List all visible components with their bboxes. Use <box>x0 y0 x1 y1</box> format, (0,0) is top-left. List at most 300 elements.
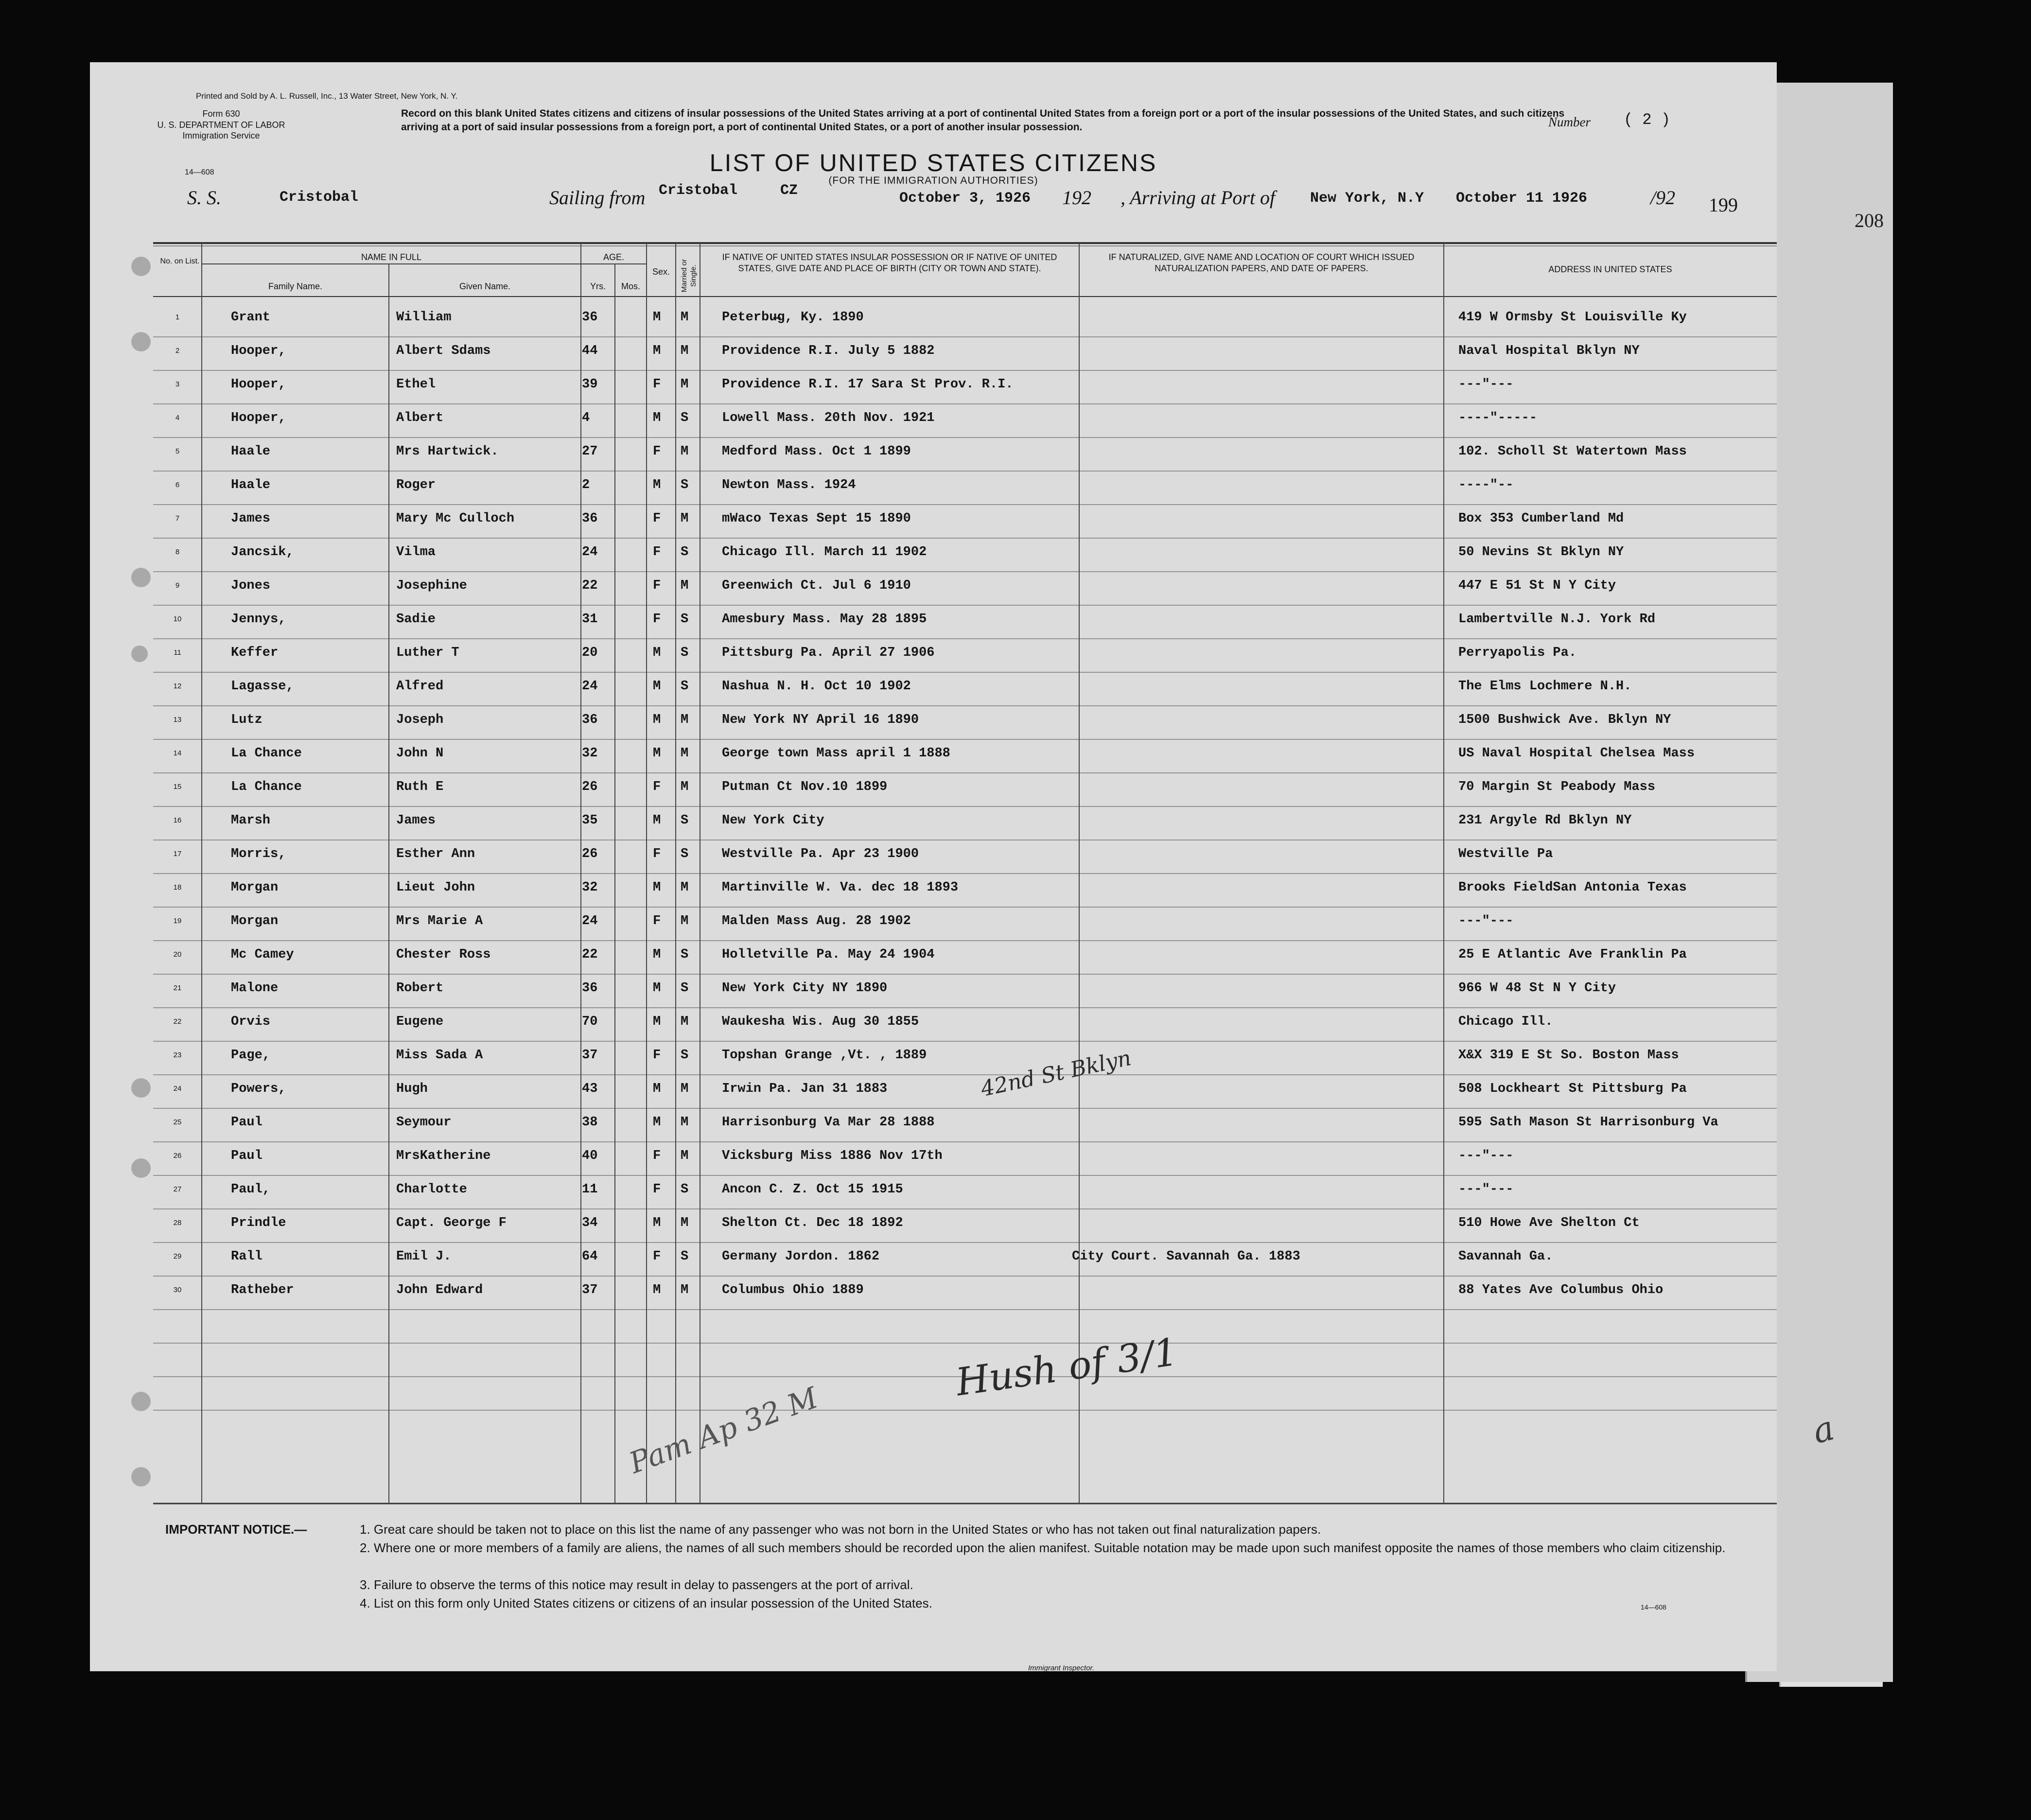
cell-given: Ethel <box>396 377 436 392</box>
cell-birth: Peterbu̶g, Ky. 1890 <box>722 310 864 325</box>
number-label: Number <box>1548 115 1591 129</box>
table-row <box>90 438 1777 471</box>
cell-address: 25 E Atlantic Ave Franklin Pa <box>1458 947 1687 962</box>
row-number: 7 <box>175 514 180 523</box>
cell-sex: M <box>653 411 661 425</box>
cell-family: Hooper, <box>231 411 286 425</box>
table-row <box>90 706 1777 739</box>
table-row <box>90 1075 1777 1108</box>
cell-age: 38 <box>582 1115 598 1130</box>
cell-birth: Germany Jordon. 1862 <box>722 1249 880 1264</box>
cell-given: John Edward <box>396 1283 483 1297</box>
cell-sex: F <box>653 511 661 526</box>
row-number: 2 <box>175 347 180 355</box>
cell-family: Jones <box>231 578 271 593</box>
cell-address: 510 Howe Ave Shelton Ct <box>1458 1216 1640 1230</box>
punch-hole <box>131 568 151 587</box>
row-number: 17 <box>173 850 182 858</box>
cell-age: 36 <box>582 310 598 325</box>
table-row <box>90 1175 1777 1209</box>
table-row <box>90 1008 1777 1041</box>
cell-sex: M <box>653 880 661 895</box>
cell-age: 44 <box>582 344 598 358</box>
cell-address: 70 Margin St Peabody Mass <box>1458 780 1656 794</box>
cell-sex: F <box>653 612 661 627</box>
cell-age: 43 <box>582 1082 598 1096</box>
cell-address: 595 Sath Mason St Harrisonburg Va <box>1458 1115 1718 1130</box>
sailing-port: Cristobal <box>659 182 738 199</box>
table-row <box>90 505 1777 538</box>
punch-hole <box>131 1158 151 1178</box>
cell-address: 966 W 48 St N Y City <box>1458 981 1616 996</box>
cell-address: Brooks FieldSan Antonia Texas <box>1458 880 1687 895</box>
cell-given: Seymour <box>396 1115 452 1130</box>
cell-family: Mc Camey <box>231 947 294 962</box>
cell-birth: Waukesha Wis. Aug 30 1855 <box>722 1015 919 1029</box>
row-number: 10 <box>173 615 182 623</box>
cell-birth: Lowell Mass. 20th Nov. 1921 <box>722 411 935 425</box>
ss-label: S. S. <box>187 187 221 209</box>
cell-age: 20 <box>582 646 598 660</box>
punch-hole <box>131 1078 151 1098</box>
cell-birth: Chicago Ill. March 11 1902 <box>722 545 927 560</box>
row-number: 15 <box>173 783 182 791</box>
cell-given: Alfred <box>396 679 444 694</box>
table-row <box>90 572 1777 605</box>
cell-family: Hooper, <box>231 344 286 358</box>
cell-sex: M <box>653 1216 661 1230</box>
cell-address: 447 E 51 St N Y City <box>1458 578 1616 593</box>
table-row <box>90 907 1777 941</box>
cell-address: ----"-- <box>1458 478 1514 492</box>
cell-address: ---"--- <box>1458 1182 1514 1197</box>
cell-given: William <box>396 310 452 325</box>
cell-address: ---"--- <box>1458 1149 1514 1163</box>
notice-label: IMPORTANT NOTICE.— <box>165 1522 307 1537</box>
cell-sex: M <box>653 310 661 325</box>
cell-sex: M <box>653 344 661 358</box>
cell-given: Charlotte <box>396 1182 467 1197</box>
cell-sex: F <box>653 914 661 928</box>
cell-ms: M <box>681 578 689 593</box>
cell-birth: Irwin Pa. Jan 31 1883 <box>722 1082 888 1096</box>
side-page-number: 208 <box>1855 210 1884 231</box>
cell-ms: S <box>681 478 689 492</box>
cell-sex: F <box>653 1048 661 1063</box>
cell-given: Mrs Marie A <box>396 914 483 928</box>
cell-family: Haale <box>231 478 271 492</box>
header-no-on-list: No. on List. <box>160 257 200 265</box>
cell-family: Haale <box>231 444 271 459</box>
cell-given: James <box>396 813 436 828</box>
cell-address: 1500 Bushwick Ave. Bklyn NY <box>1458 713 1671 727</box>
table-row <box>90 840 1777 874</box>
cell-ms: S <box>681 612 689 627</box>
table-row <box>90 1142 1777 1175</box>
ship-name: Cristobal <box>280 189 359 206</box>
cell-ms: M <box>681 1082 689 1096</box>
cell-given: Luther T <box>396 646 459 660</box>
cell-family: La Chance <box>231 780 302 794</box>
header-age: AGE. <box>603 252 624 262</box>
cell-address: 231 Argyle Rd Bklyn NY <box>1458 813 1632 828</box>
header-sex: Sex. <box>652 267 670 277</box>
cell-address: 50 Nevins St Bklyn NY <box>1458 545 1624 560</box>
punch-hole <box>131 257 151 276</box>
cell-family: Lagasse, <box>231 679 294 694</box>
cell-given: Vilma <box>396 545 436 560</box>
row-number: 20 <box>173 950 182 959</box>
row-number: 25 <box>173 1118 182 1126</box>
table-row <box>90 773 1777 806</box>
punch-hole <box>131 332 151 351</box>
row-number: 21 <box>173 984 182 992</box>
cell-family: Keffer <box>231 646 279 660</box>
cell-given: Joseph <box>396 713 444 727</box>
cell-family: Rall <box>231 1249 263 1264</box>
cell-birth: Providence R.I. July 5 1882 <box>722 344 935 358</box>
cell-family: James <box>231 511 271 526</box>
cell-family: Page, <box>231 1048 271 1063</box>
cell-ms: M <box>681 1216 689 1230</box>
cell-address: Lambertville N.J. York Rd <box>1458 612 1656 627</box>
cell-family: La Chance <box>231 746 302 761</box>
row-number: 12 <box>173 682 182 690</box>
row-number: 24 <box>173 1085 182 1093</box>
header-name-in-full: NAME IN FULL <box>361 252 422 262</box>
cell-address: 508 Lockheart St Pittsburg Pa <box>1458 1082 1687 1096</box>
table-row <box>90 337 1777 370</box>
cell-age: 36 <box>582 511 598 526</box>
cell-sex: F <box>653 444 661 459</box>
form-code-bottom: 14—608 <box>1641 1603 1666 1611</box>
cell-sex: M <box>653 478 661 492</box>
row-number: 13 <box>173 716 182 724</box>
punch-hole <box>131 1392 151 1411</box>
notice-item-4: 4. List on this form only United States citizens or citizens of an insular possession of the United States. <box>360 1596 932 1610</box>
form-number: Form 630 <box>202 109 240 119</box>
cell-ms: M <box>681 1149 689 1163</box>
table-row <box>90 1041 1777 1075</box>
arrival-port: New York, N.Y <box>1310 190 1424 207</box>
table-row <box>90 1209 1777 1242</box>
cell-birth: Topshan Grange ,Vt. , 1889 <box>722 1048 927 1063</box>
cell-family: Prindle <box>231 1216 286 1230</box>
cell-age: 26 <box>582 780 598 794</box>
punch-hole <box>131 1467 151 1487</box>
table-row <box>90 303 1777 337</box>
cell-family: Jancsik, <box>231 545 294 560</box>
cell-birth: Columbus Ohio 1889 <box>722 1283 864 1297</box>
cell-given: Josephine <box>396 578 467 593</box>
cell-sex: M <box>653 1283 661 1297</box>
cell-age: 36 <box>582 713 598 727</box>
header-married-single: Married or Single. <box>680 259 698 293</box>
cell-ms: M <box>681 1115 689 1130</box>
cell-age: 36 <box>582 981 598 996</box>
page-subtitle: (FOR THE IMMIGRATION AUTHORITIES) <box>828 175 1038 186</box>
row-number: 16 <box>173 816 182 824</box>
cell-family: Jennys, <box>231 612 286 627</box>
cell-sex: F <box>653 545 661 560</box>
cell-address: 419 W Ormsby St Louisville Ky <box>1458 310 1687 325</box>
cell-ms: M <box>681 344 689 358</box>
cell-given: Ruth E <box>396 780 444 794</box>
row-number: 30 <box>173 1286 182 1294</box>
header-mos: Mos. <box>621 281 640 291</box>
cell-ms: M <box>681 1283 689 1297</box>
cell-age: 11 <box>582 1182 598 1197</box>
sailing-country: CZ <box>780 182 798 199</box>
cell-birth: Providence R.I. 17 Sara St Prov. R.I. <box>722 377 1014 392</box>
cell-sex: M <box>653 713 661 727</box>
year-prefix-2: /92 <box>1650 187 1676 209</box>
cell-sex: F <box>653 377 661 392</box>
cell-birth: Westville Pa. Apr 23 1900 <box>722 847 919 861</box>
cell-birth: Amesbury Mass. May 28 1895 <box>722 612 927 627</box>
cell-sex: F <box>653 1149 661 1163</box>
cell-birth: Holletville Pa. May 24 1904 <box>722 947 935 962</box>
cell-address: X&X 319 E St So. Boston Mass <box>1458 1048 1679 1063</box>
table-row <box>90 806 1777 840</box>
row-number: 28 <box>173 1219 182 1227</box>
cell-birth: Greenwich Ct. Jul 6 1910 <box>722 578 911 593</box>
cell-age: 70 <box>582 1015 598 1029</box>
cell-birth: Shelton Ct. Dec 18 1892 <box>722 1216 903 1230</box>
cell-address: ---"--- <box>1458 914 1514 928</box>
cell-ms: S <box>681 947 689 962</box>
cell-family: Orvis <box>231 1015 271 1029</box>
table-row <box>90 639 1777 672</box>
row-number: 22 <box>173 1017 182 1026</box>
cell-birth: mWaco Texas Sept 15 1890 <box>722 511 911 526</box>
table-row <box>90 672 1777 706</box>
header-yrs: Yrs. <box>590 281 606 291</box>
header-family-name: Family Name. <box>268 281 322 291</box>
cell-ms: M <box>681 713 689 727</box>
cell-birth: Newton Mass. 1924 <box>722 478 856 492</box>
cell-birth: Medford Mass. Oct 1 1899 <box>722 444 911 459</box>
cell-address: Perryapolis Pa. <box>1458 646 1577 660</box>
side-handwritten-note: a <box>1808 1407 1838 1452</box>
signature-label: Immigrant Inspector. <box>1028 1664 1095 1671</box>
printer-imprint: Printed and Sold by A. L. Russell, Inc., 13 Water Street, New York, N. Y. <box>196 91 458 101</box>
cell-sex: F <box>653 1182 661 1197</box>
row-number: 8 <box>175 548 180 556</box>
row-number: 4 <box>175 414 180 422</box>
cell-age: 31 <box>582 612 598 627</box>
cell-age: 37 <box>582 1283 598 1297</box>
cell-birth: Nashua N. H. Oct 10 1902 <box>722 679 911 694</box>
cell-birth: New York NY April 16 1890 <box>722 713 919 727</box>
cell-address: Box 353 Cumberland Md <box>1458 511 1624 526</box>
cell-family: Ratheber <box>231 1283 294 1297</box>
table-row <box>90 605 1777 639</box>
cell-address: Westville Pa <box>1458 847 1553 861</box>
cell-birth: New York City NY 1890 <box>722 981 888 996</box>
header-birth: IF NATIVE OF UNITED STATES INSULAR POSSESSION OR IF NATIVE OF UNITED STATES, GIVE DATE AND PLACE OF BIRTH (CITY OR TOWN AND STATE). <box>722 252 1057 274</box>
cell-age: 24 <box>582 914 598 928</box>
cell-age: 37 <box>582 1048 598 1063</box>
cell-sex: M <box>653 746 661 761</box>
cell-nat: City Court. Savannah Ga. 1883 <box>1072 1249 1300 1264</box>
row-number: 11 <box>174 648 181 657</box>
cell-ms: S <box>681 981 689 996</box>
cell-age: 35 <box>582 813 598 828</box>
cell-ms: M <box>681 914 689 928</box>
cell-birth: New York City <box>722 813 824 828</box>
cell-given: Hugh <box>396 1082 428 1096</box>
cell-age: 22 <box>582 947 598 962</box>
cell-given: Sadie <box>396 612 436 627</box>
cell-age: 32 <box>582 746 598 761</box>
handwritten-address-correction: 42nd St Bklyn <box>979 1045 1134 1102</box>
table-row <box>90 1242 1777 1276</box>
cell-age: 22 <box>582 578 598 593</box>
cell-sex: F <box>653 847 661 861</box>
cell-ms: M <box>681 780 689 794</box>
cell-sex: M <box>653 1115 661 1130</box>
cell-given: Albert <box>396 411 444 425</box>
year-prefix-1: 192 <box>1062 187 1091 209</box>
cell-birth: Pittsburg Pa. April 27 1906 <box>722 646 935 660</box>
row-number: 18 <box>173 883 182 892</box>
table-row <box>90 1276 1777 1310</box>
cell-family: Grant <box>231 310 271 325</box>
table-row <box>90 941 1777 974</box>
cell-given: Eugene <box>396 1015 444 1029</box>
cell-family: Paul, <box>231 1182 271 1197</box>
cell-given: Roger <box>396 478 436 492</box>
cell-family: Hooper, <box>231 377 286 392</box>
cell-ms: M <box>681 377 689 392</box>
cell-ms: M <box>681 444 689 459</box>
cell-sex: M <box>653 1082 661 1096</box>
row-number: 5 <box>175 447 180 455</box>
cell-age: 39 <box>582 377 598 392</box>
cell-family: Morgan <box>231 880 279 895</box>
cell-given: Esther Ann <box>396 847 475 861</box>
cell-age: 26 <box>582 847 598 861</box>
cell-address: Naval Hospital Bklyn NY <box>1458 344 1640 358</box>
cell-address: US Naval Hospital Chelsea Mass <box>1458 746 1695 761</box>
notice-item-3: 3. Failure to observe the terms of this notice may result in delay to passengers at the port of arrival. <box>360 1577 913 1592</box>
sailing-label: Sailing from <box>549 187 646 209</box>
cell-given: Chester Ross <box>396 947 491 962</box>
cell-age: 2 <box>582 478 590 492</box>
cell-address: Chicago Ill. <box>1458 1015 1553 1029</box>
cell-given: Mary Mc Culloch <box>396 511 515 526</box>
cell-sex: M <box>653 646 661 660</box>
cell-sex: M <box>653 813 661 828</box>
row-number: 9 <box>175 581 180 590</box>
cell-age: 24 <box>582 545 598 560</box>
cell-ms: S <box>681 679 689 694</box>
cell-age: 4 <box>582 411 590 425</box>
row-number: 19 <box>173 917 182 925</box>
cell-sex: F <box>653 780 661 794</box>
cell-ms: M <box>681 310 689 325</box>
table-row <box>90 874 1777 907</box>
row-number: 6 <box>175 481 180 489</box>
cell-address: 102. Scholl St Watertown Mass <box>1458 444 1687 459</box>
cell-given: John N <box>396 746 444 761</box>
cell-age: 24 <box>582 679 598 694</box>
cell-ms: S <box>681 545 689 560</box>
notice-item-2: 2. Where one or more members of a family are aliens, the names of all such members should be recorded upon the alien manifest. Suitable notation may be made upon such manifest opposite the names of those members who claim citizenship. <box>360 1540 1726 1555</box>
table-row <box>90 1108 1777 1142</box>
arrival-date: October 11 1926 <box>1456 190 1588 207</box>
handwritten-annotation: Hush of 3/1 <box>953 1330 1181 1405</box>
cell-address: The Elms Lochmere N.H. <box>1458 679 1632 694</box>
table-row <box>90 404 1777 438</box>
cell-birth: Harrisonburg Va Mar 28 1888 <box>722 1115 935 1130</box>
instructions: Record on this blank United States citizens and citizens of insular possessions of the United States arriving at a port of continental United States from a foreign port or a port of the insular possessions of the United States, and such citizens arriving at a port of said insular possessions from a foreign port, a port of continental United States, or a port of another insular possession. <box>401 108 1565 133</box>
cell-birth: George town Mass april 1 1888 <box>722 746 950 761</box>
cell-birth: Ancon C. Z. Oct 15 1915 <box>722 1182 903 1197</box>
cell-address: Savannah Ga. <box>1458 1249 1553 1264</box>
cell-ms: S <box>681 646 689 660</box>
table-row <box>90 739 1777 773</box>
cell-given: Emil J. <box>396 1249 452 1264</box>
cell-ms: M <box>681 511 689 526</box>
cell-family: Morris, <box>231 847 286 861</box>
number-value: ( 2 ) <box>1624 111 1671 129</box>
handwritten-scrawl: Pam Ap 32 M <box>625 1381 823 1481</box>
cell-ms: S <box>681 1048 689 1063</box>
cell-age: 64 <box>582 1249 598 1264</box>
cell-sex: M <box>653 981 661 996</box>
cell-ms: S <box>681 847 689 861</box>
cell-sex: F <box>653 578 661 593</box>
sailing-date: October 3, 1926 <box>899 190 1031 207</box>
cell-sex: F <box>653 1249 661 1264</box>
service: Immigration Service <box>182 131 260 140</box>
table-row <box>90 974 1777 1008</box>
cell-age: 40 <box>582 1149 598 1163</box>
cell-family: Morgan <box>231 914 279 928</box>
table-row <box>90 370 1777 404</box>
department: U. S. DEPARTMENT OF LABOR <box>157 120 285 130</box>
row-number: 14 <box>173 749 182 757</box>
stamp-number: 199 <box>1709 194 1738 216</box>
cell-birth: Putman Ct Nov.10 1899 <box>722 780 888 794</box>
cell-ms: M <box>681 1015 689 1029</box>
row-number: 26 <box>173 1152 182 1160</box>
cell-family: Marsh <box>231 813 271 828</box>
row-number: 3 <box>175 380 180 388</box>
cell-sex: M <box>653 1015 661 1029</box>
cell-given: Capt. George F <box>396 1216 507 1230</box>
cell-given: Lieut John <box>396 880 475 895</box>
arriving-label: , Arriving at Port of <box>1121 187 1276 209</box>
cell-birth: Martinville W. Va. dec 18 1893 <box>722 880 959 895</box>
row-number: 23 <box>173 1051 182 1059</box>
row-number: 1 <box>175 313 180 321</box>
cell-ms: M <box>681 746 689 761</box>
page-title: LIST OF UNITED STATES CITIZENS <box>709 149 1157 176</box>
cell-family: Malone <box>231 981 279 996</box>
cell-given: Mrs Hartwick. <box>396 444 499 459</box>
header-naturalization: IF NATURALIZED, GIVE NAME AND LOCATION OF COURT WHICH ISSUED NATURALIZATION PAPERS, AND DATE OF PAPERS. <box>1108 252 1415 274</box>
cell-sex: M <box>653 679 661 694</box>
cell-birth: Malden Mass Aug. 28 1902 <box>722 914 911 928</box>
cell-ms: S <box>681 1249 689 1264</box>
cell-birth: Vicksburg Miss 1886 Nov 17th <box>722 1149 943 1163</box>
table-row <box>90 471 1777 505</box>
cell-age: 27 <box>582 444 598 459</box>
row-number: 29 <box>173 1252 182 1260</box>
